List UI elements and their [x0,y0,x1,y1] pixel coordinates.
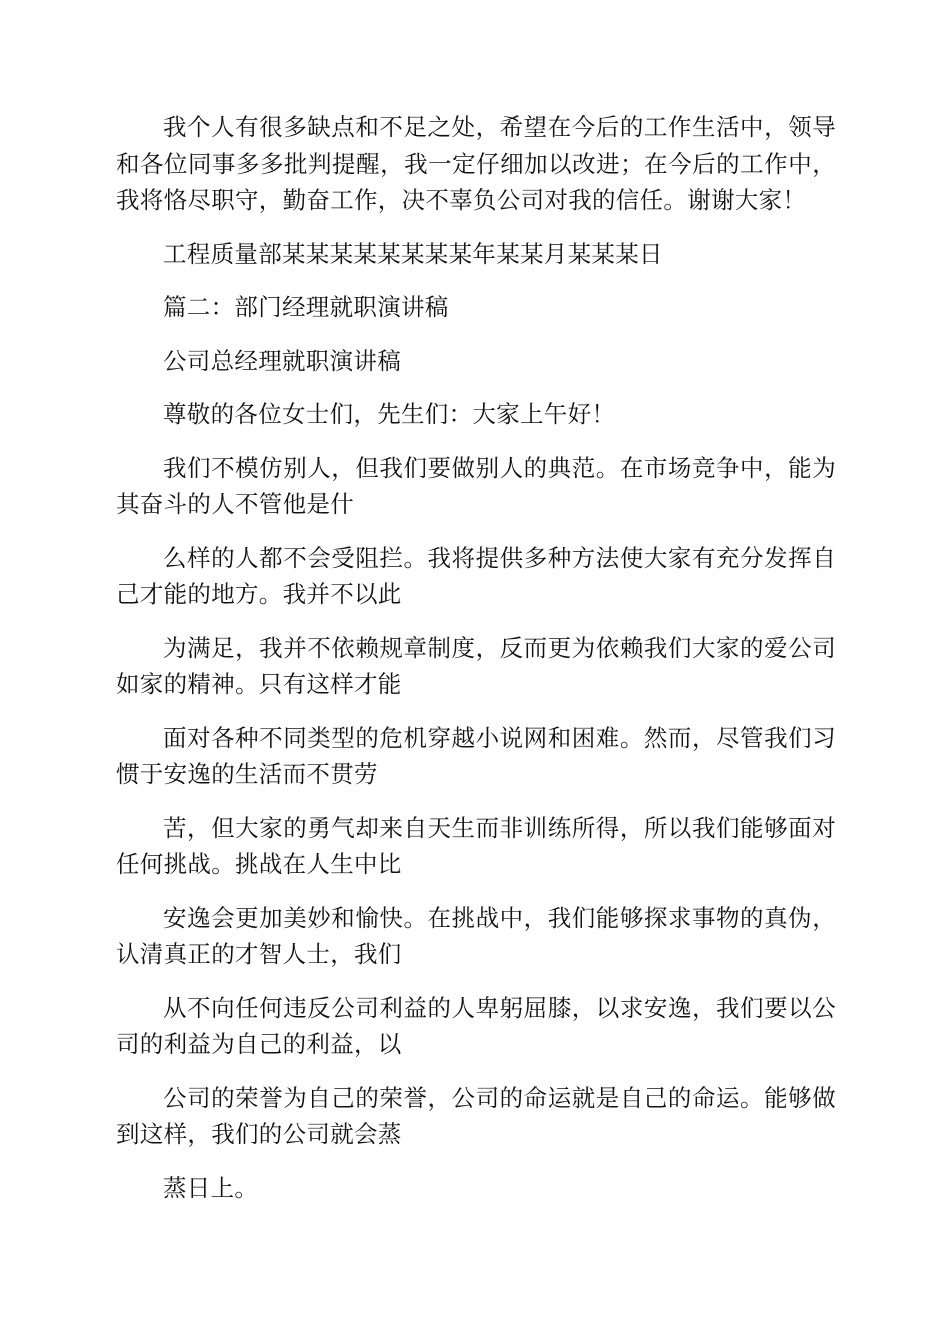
paragraph-body-6: 安逸会更加美妙和愉快。在挑战中，我们能够探求事物的真伪，认清真正的才智人士，我们 [116,903,836,968]
paragraph-signature-date: 工程质量部某某某某某某某某年某某月某某某日 [163,239,663,268]
paragraph-body-9: 蒸日上。 [163,1173,259,1202]
paragraph-body-4: 面对各种不同类型的危机穿越小说网和困难。然而，尽管我们习惯于安逸的生活而不贯劳 [116,723,836,788]
paragraph-closing-remarks: 我个人有很多缺点和不足之处，希望在今后的工作生活中，领导和各位同事多多批判提醒，我一定仔细加以改进；在今后的工作中，我将恪尽职守，勤奋工作，决不辜负公司对我的信任。谢谢大家！ [116,113,836,214]
paragraph-body-3: 为满足，我并不依赖规章制度，反而更为依赖我们大家的爱公司如家的精神。只有这样才能 [116,633,836,698]
document-body [116,109,836,1206]
paragraph-body-8: 公司的荣誉为自己的荣誉，公司的命运就是自己的命运。能够做到这样，我们的公司就会蒸 [116,1083,836,1148]
paragraph-greeting: 尊敬的各位女士们，先生们：大家上午好！ [163,400,616,428]
paragraph-speech-title: 公司总经理就职演讲稿 [163,346,401,375]
paragraph-body-7: 从不向任何违反公司利益的人卑躬屈膝，以求安逸，我们要以公司的利益为自己的利益，以 [116,993,836,1058]
paragraph-body-2: 么样的人都不会受阻拦。我将提供多种方法使大家有充分发挥自己才能的地方。我并不以此 [116,543,836,608]
paragraph-section-heading: 篇二：部门经理就职演讲稿 [163,293,449,321]
paragraph-body-5: 苦，但大家的勇气却来自天生而非训练所得，所以我们能够面对任何挑战。挑战在人生中比 [116,813,836,878]
paragraph-body-1: 我们不模仿别人，但我们要做别人的典范。在市场竞争中，能为其奋斗的人不管他是什 [116,453,836,518]
